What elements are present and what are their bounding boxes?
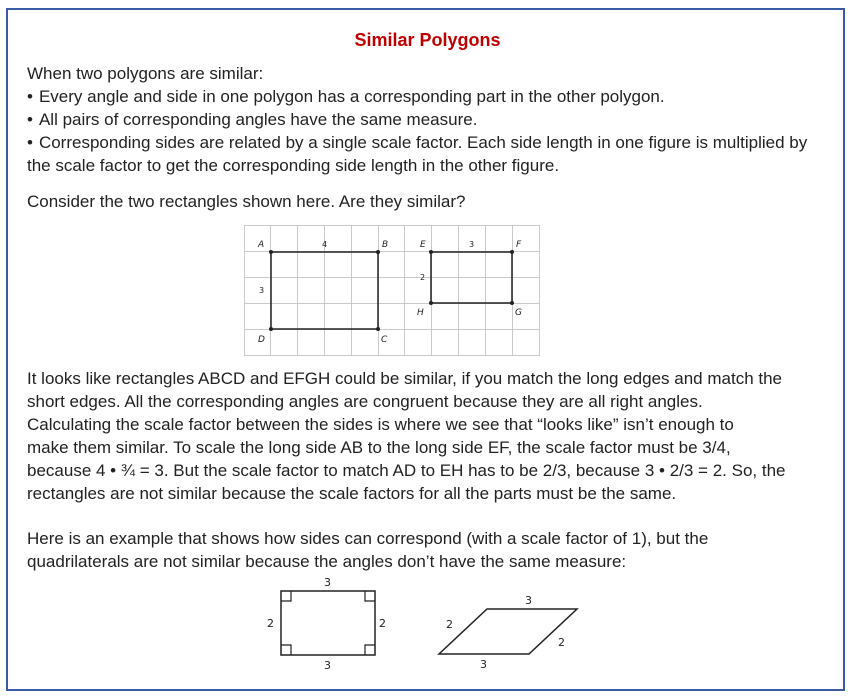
parallelogram-right-label: 2 — [558, 636, 565, 649]
explanation-line: make them similar. To scale the long side AB to the long side EF, the scale factor must be 3/4, — [27, 438, 731, 457]
example-line: quadrilaterals are not similar because the angles don’t have the same measure: — [27, 552, 627, 571]
vertex-d: D — [258, 335, 265, 345]
intro-heading: When two polygons are similar: — [27, 64, 264, 83]
explanation-line: Calculating the scale factor between the sides is where we see that “looks like” isn’t enough to — [27, 415, 734, 434]
right-angle-marks — [281, 591, 375, 655]
parallelogram-bottom-label: 3 — [480, 658, 487, 671]
vertex-b: B — [382, 240, 389, 250]
example-line: Here is an example that shows how sides can correspond (with a scale factor of 1), but the — [27, 529, 709, 548]
explanation-line: because 4 • ¾ = 3. But the scale factor to match AD to EH has to be 2/3, because 3 • 2/3 = 2. So, the — [27, 461, 786, 480]
grid-figure — [244, 225, 540, 356]
explanation-line: short edges. All the corresponding angles are congruent because they are all right angles. — [27, 392, 703, 411]
rect-right-label: 2 — [379, 617, 386, 630]
explanation-paragraph — [27, 367, 827, 505]
explanation-line: rectangles are not similar because the scale factors for all the parts must be the same. — [27, 484, 677, 503]
side-label-ab: 4 — [322, 240, 328, 249]
vertex-f: F — [516, 240, 522, 250]
page-title: Similar Polygons — [354, 30, 501, 50]
side-label-eh: 2 — [420, 273, 426, 282]
vertex-e: E — [420, 240, 426, 250]
parallelogram-shape — [439, 609, 577, 654]
vertex-c: C — [381, 335, 388, 345]
rectangle-shape — [281, 591, 375, 655]
side-label-ef: 3 — [469, 240, 475, 249]
example-paragraph — [27, 527, 827, 573]
question-text: Consider the two rectangles shown here. Are they similar? — [27, 192, 466, 211]
intro-section — [27, 62, 827, 177]
rect-left-label: 2 — [267, 617, 274, 630]
rect-top-label: 3 — [324, 576, 331, 589]
vertex-a: A — [258, 240, 265, 250]
bullet-scale-factor: • Corresponding sides are related by a single scale factor. Each side length in one figure is multiplied by the scale factor to get the corresponding side length in the other figure. — [27, 131, 827, 177]
parallelogram-left-label: 2 — [446, 618, 453, 631]
vertex-h: H — [417, 308, 424, 318]
parallelogram-top-label: 3 — [525, 594, 532, 607]
quadrilateral-figure — [252, 574, 592, 672]
bullet-angles: • All pairs of corresponding angles have the same measure. — [27, 108, 827, 131]
grid-lines — [245, 225, 540, 356]
vertex-g: G — [515, 308, 522, 318]
explanation-line: It looks like rectangles ABCD and EFGH could be similar, if you match the long edges and match the — [27, 369, 782, 388]
rect-bottom-label: 3 — [324, 659, 331, 672]
bullet-corresponding-parts: • Every angle and side in one polygon has a corresponding part in the other polygon. — [27, 85, 827, 108]
side-label-ad: 3 — [259, 286, 265, 295]
